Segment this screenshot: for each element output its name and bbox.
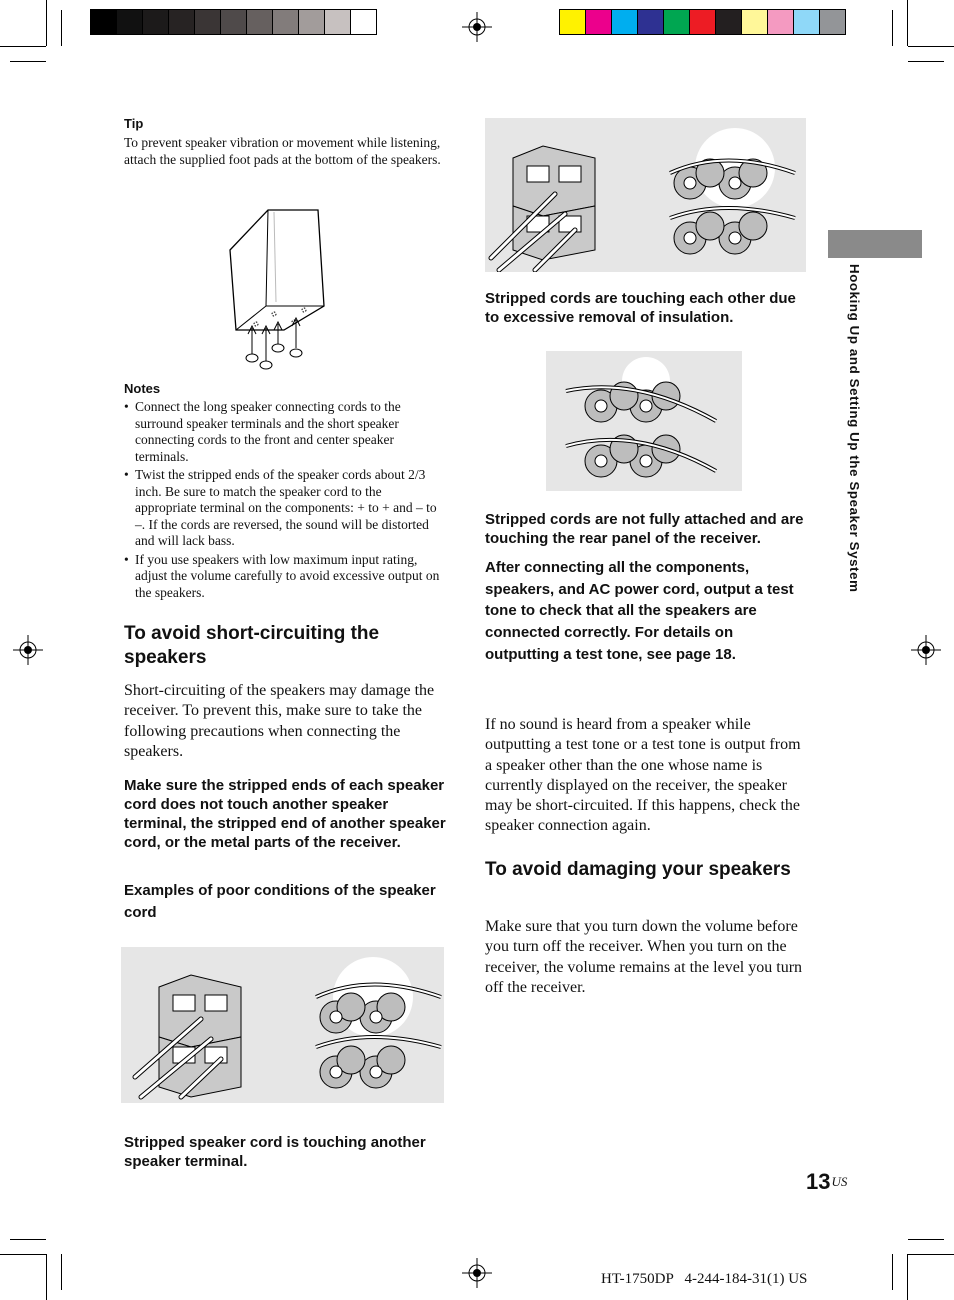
- caption-1: Stripped speaker cord is touching another speaker terminal.: [124, 1134, 426, 1170]
- page-number-value: 13: [806, 1169, 831, 1194]
- test-tone-instruction: After connecting all the components, speakers, and AC power cord, output a test tone to check that all the speakers are connected correctly. For details on outputting a test tone, see page 18.: [485, 559, 794, 663]
- registration-mark-top: [462, 12, 492, 42]
- color-swatch: [768, 10, 794, 34]
- gray-swatch: [117, 10, 143, 34]
- page-number-suffix: US: [831, 1174, 848, 1189]
- color-swatch: [742, 10, 768, 34]
- section-tab: [828, 230, 922, 258]
- gray-swatch: [91, 10, 117, 34]
- short-circuit-heading: To avoid short-circuiting the speakers: [124, 623, 380, 668]
- speaker-foot-pad-illustration: [226, 206, 332, 370]
- color-swatch: [560, 10, 586, 34]
- gray-swatch: [247, 10, 273, 34]
- gray-swatch: [325, 10, 351, 34]
- note-item: • Connect the long speaker connecting cords to the surround speaker terminals and the short speaker connecting cords to the front and center speaker terminals.: [124, 399, 446, 465]
- notes-list: [124, 399, 446, 603]
- gray-swatch: [143, 10, 169, 34]
- damage-text: Make sure that you turn down the volume before you turn off the receiver. When you turn on the receiver, the volume remains at the level you turn off the receiver.: [485, 918, 803, 996]
- notes-heading: Notes: [124, 381, 161, 396]
- gray-swatch: [221, 10, 247, 34]
- color-swatch: [664, 10, 690, 34]
- examples-heading: Examples of poor conditions of the speaker cord: [124, 882, 436, 921]
- side-tab-label-wrap: [842, 264, 862, 684]
- footer-model-code: HT-1750DP 4-244-184-31(1) US: [601, 1271, 808, 1287]
- caption-3: Stripped cords are not fully attached and are touching the rear panel of the receiver.: [485, 511, 804, 547]
- gray-swatch: [351, 10, 376, 34]
- note-item: • Twist the stripped ends of the speaker cords about 2/3 inch. Be sure to match the speaker cord to the appropriate terminal on the components: + to + and – to –. If the cords are reversed, the sound will be distorted and will lack bass.: [124, 467, 446, 550]
- page-number: [806, 1168, 847, 1196]
- tip-text: To prevent speaker vibration or movement while listening, attach the supplied foot pads at the bottom of the speakers.: [124, 135, 441, 167]
- gray-swatch: [299, 10, 325, 34]
- color-swatch: [794, 10, 820, 34]
- short-circuit-warning: Make sure the stripped ends of each speaker cord does not touch another speaker terminal, the stripped end of another speaker cord, or the metal parts of the receiver.: [124, 777, 446, 851]
- color-swatch: [820, 10, 845, 34]
- registration-mark-left: [13, 635, 43, 665]
- color-swatch: [690, 10, 716, 34]
- figure-cord-touching-terminal: [121, 947, 444, 1103]
- no-sound-paragraph: If no sound is heard from a speaker while outputting a test tone or a test tone is output from a speaker other than the one whose name is currently displayed on the receiver, the speaker may be short-circuited. If this happens, check the speaker connection again.: [485, 716, 801, 835]
- gray-swatch: [195, 10, 221, 34]
- color-bar: [559, 9, 846, 35]
- figure-cords-touching-each-other: [485, 118, 806, 272]
- gray-swatch: [169, 10, 195, 34]
- gray-swatch: [273, 10, 299, 34]
- grayscale-bar: [90, 9, 377, 35]
- color-swatch: [612, 10, 638, 34]
- color-swatch: [586, 10, 612, 34]
- caption-2: Stripped cords are touching each other due to excessive removal of insulation.: [485, 290, 796, 326]
- side-tab-label: Hooking Up and Setting Up the Speaker System: [847, 264, 862, 593]
- figure-cords-touching-rear-panel: [546, 351, 742, 491]
- damage-heading: To avoid damaging your speakers: [485, 859, 791, 880]
- color-swatch: [638, 10, 664, 34]
- registration-mark-bottom: [462, 1258, 492, 1288]
- tip-heading: Tip: [124, 116, 144, 131]
- note-item: • If you use speakers with low maximum input rating, adjust the volume carefully to avoid excessive output on the speakers.: [124, 552, 446, 602]
- short-circuit-intro: Short-circuiting of the speakers may damage the receiver. To prevent this, make sure to take the following precautions when connecting the speakers.: [124, 682, 435, 760]
- color-swatch: [716, 10, 742, 34]
- registration-mark-right: [911, 635, 941, 665]
